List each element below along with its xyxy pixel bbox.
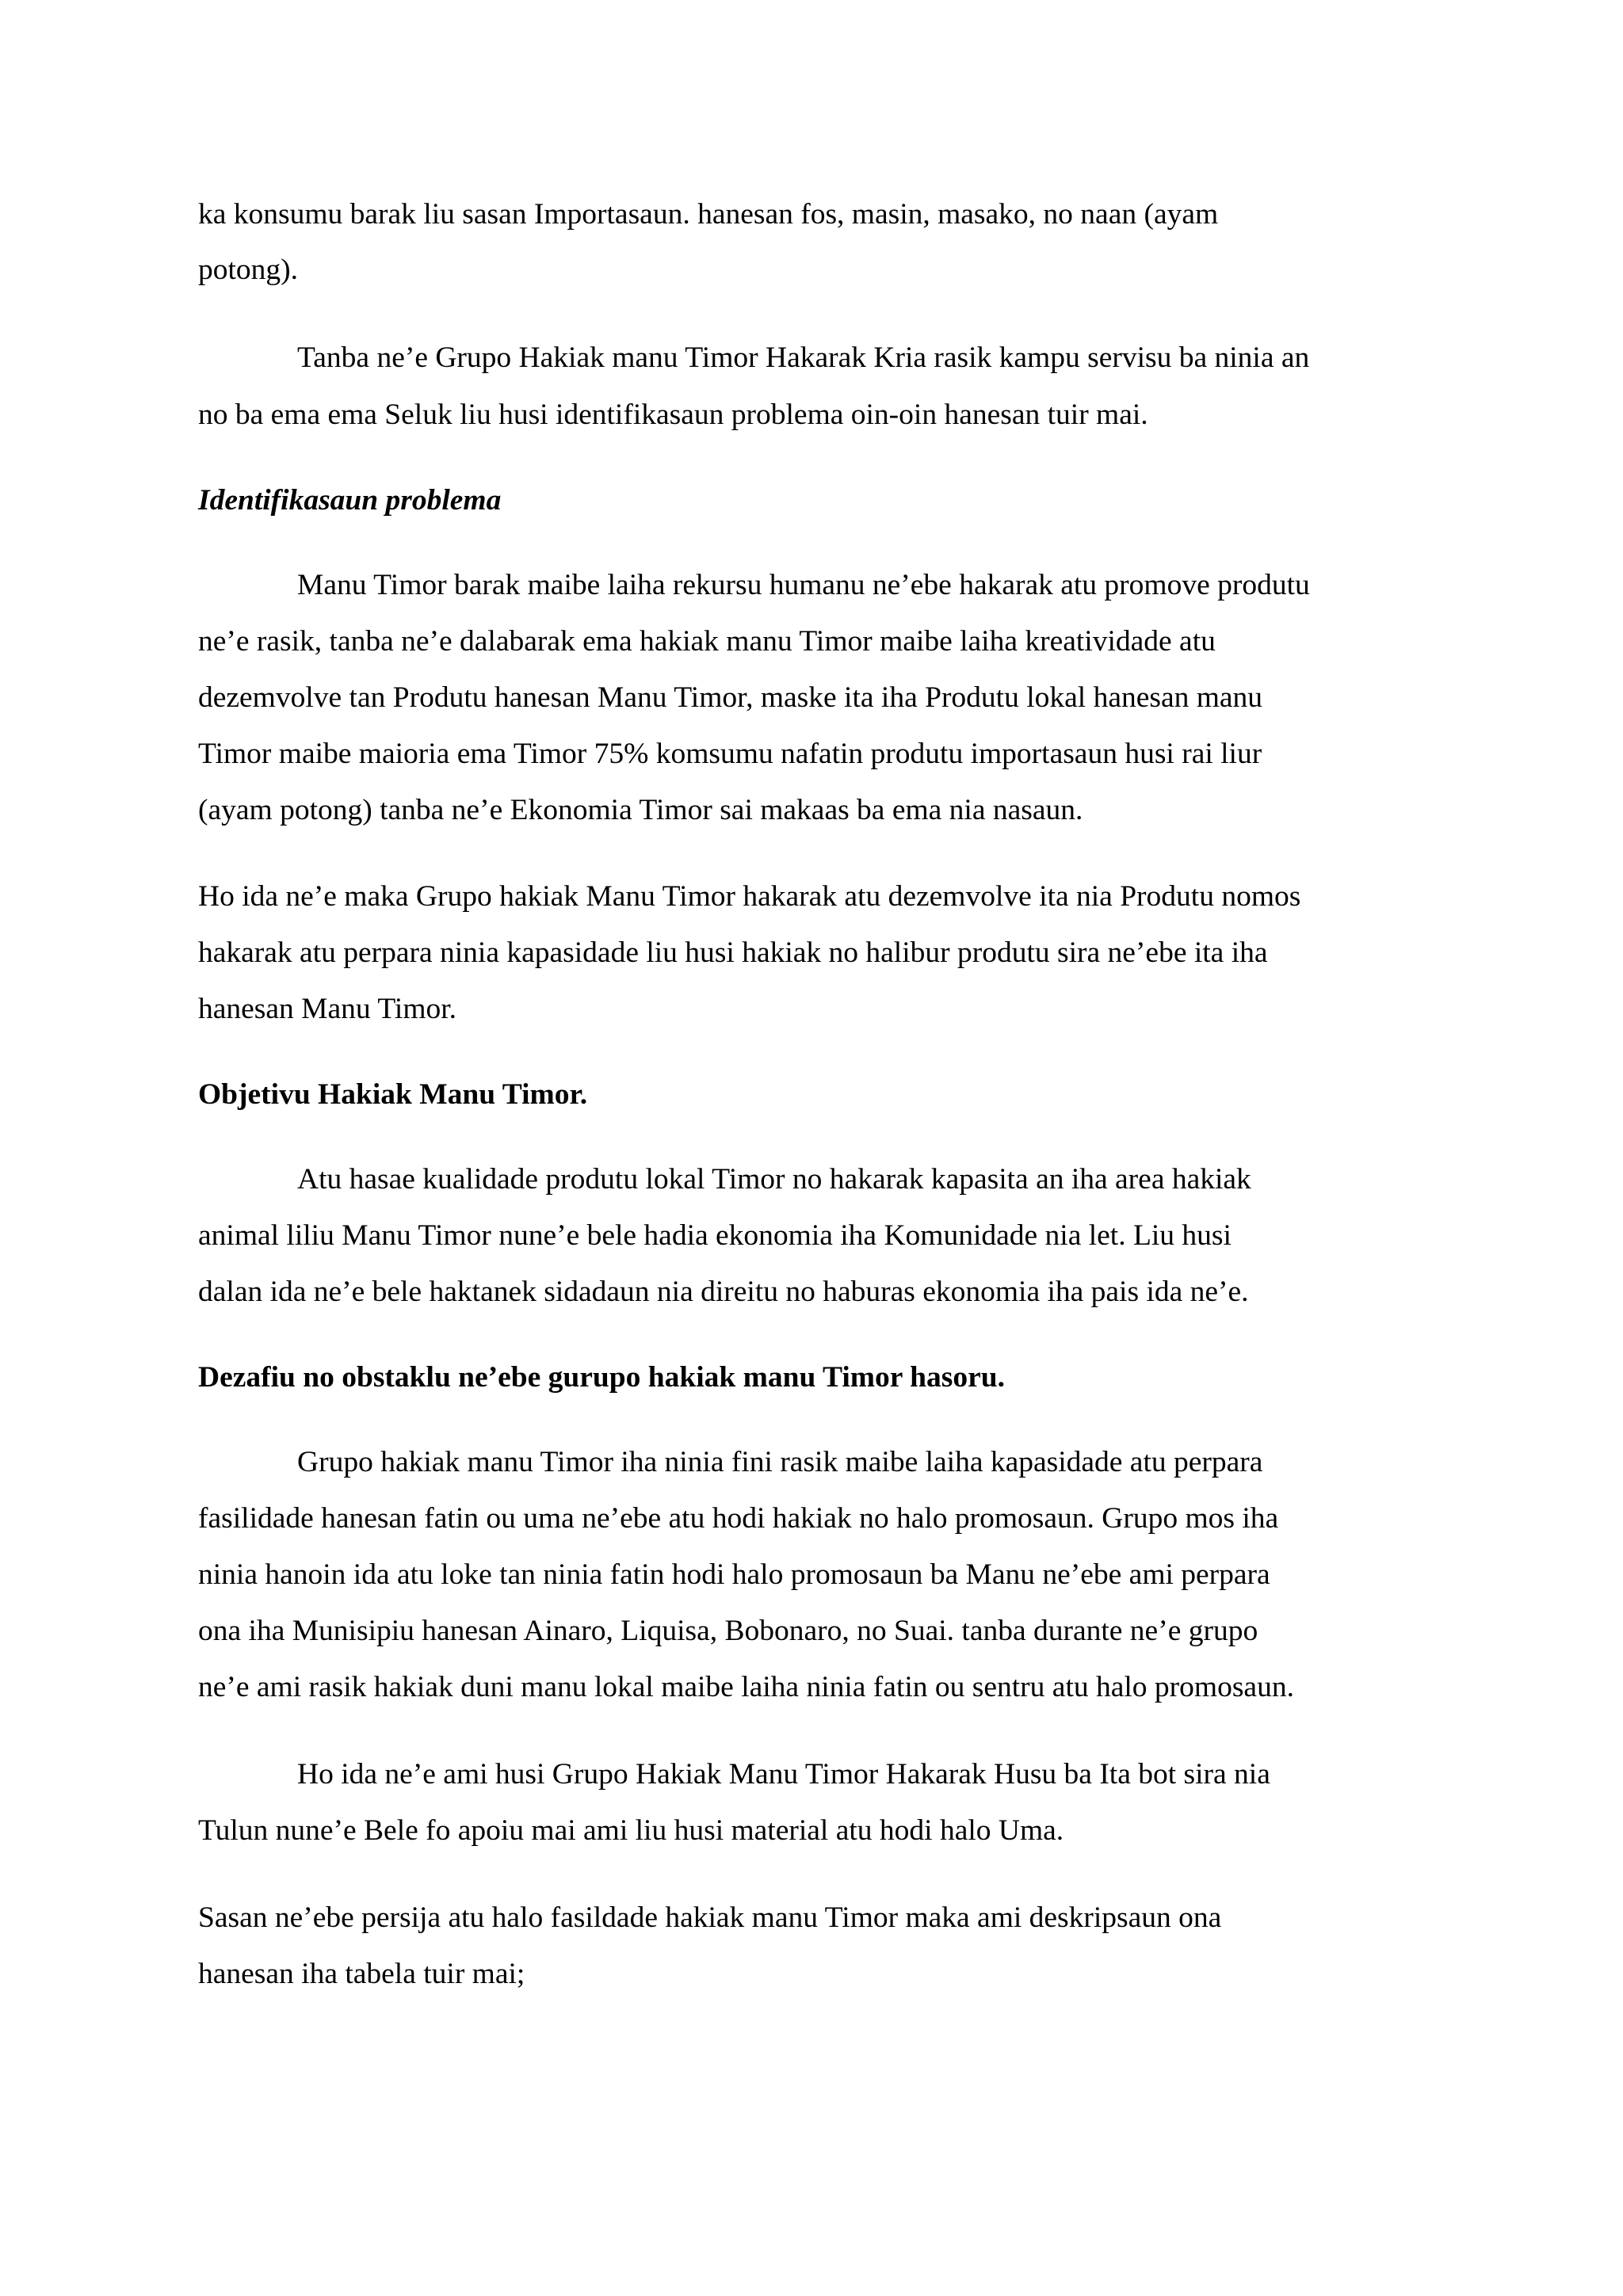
paragraph-line: dezemvolve tan Produtu hanesan Manu Timor, maske ita iha Produtu lokal hanesan manu: [198, 681, 1263, 714]
paragraph-line: hanesan iha tabela tuir mai;: [198, 1958, 525, 1990]
paragraph-line: Sasan ne’ebe persija atu halo fasildade hakiak manu Timor maka ami deskripsaun ona: [198, 1901, 1222, 1934]
paragraph-line: dalan ida ne’e bele haktanek sidadaun nia direitu no haburas ekonomia iha pais ida ne’e.: [198, 1276, 1249, 1308]
section-heading-objetivu: Objetivu Hakiak Manu Timor.: [198, 1078, 588, 1111]
paragraph-line: (ayam potong) tanba ne’e Ekonomia Timor sai makaas ba ema nia nasaun.: [198, 794, 1083, 826]
paragraph-line: hanesan Manu Timor.: [198, 993, 457, 1025]
paragraph-line: animal liliu Manu Timor nune’e bele hadia ekonomia iha Komunidade nia let. Liu husi: [198, 1219, 1232, 1252]
section-heading-identifikasaun: Identifikasaun problema: [198, 484, 502, 517]
paragraph-line: hakarak atu perpara ninia kapasidade liu husi hakiak no halibur produtu sira ne’ebe ita iha: [198, 936, 1268, 969]
document-page: [198, 0, 1450, 2296]
paragraph-line: fasilidade hanesan fatin ou uma ne’ebe atu hodi hakiak no halo promosaun. Grupo mos iha: [198, 1502, 1279, 1535]
paragraph-line: Manu Timor barak maibe laiha rekursu humanu ne’ebe hakarak atu promove produtu: [297, 569, 1310, 601]
paragraph-line: ninia hanoin ida atu loke tan ninia fatin hodi halo promosaun ba Manu ne’ebe ami perpara: [198, 1558, 1270, 1591]
paragraph-line: Atu hasae kualidade produtu lokal Timor no hakarak kapasita an iha area hakiak: [297, 1163, 1251, 1196]
paragraph-line: no ba ema ema Seluk liu husi identifikasaun problema oin-oin hanesan tuir mai.: [198, 399, 1148, 431]
paragraph-line: Timor maibe maioria ema Timor 75% komsumu nafatin produtu importasaun husi rai liur: [198, 738, 1262, 770]
paragraph-line: Tulun nune’e Bele fo apoiu mai ami liu husi material atu hodi halo Uma.: [198, 1814, 1064, 1847]
paragraph-line: Ho ida ne’e maka Grupo hakiak Manu Timor hakarak atu dezemvolve ita nia Produtu nomos: [198, 880, 1301, 913]
paragraph-line: Grupo hakiak manu Timor iha ninia fini rasik maibe laiha kapasidade atu perpara: [297, 1446, 1263, 1478]
paragraph-line: Ho ida ne’e ami husi Grupo Hakiak Manu Timor Hakarak Husu ba Ita bot sira nia: [297, 1758, 1270, 1791]
paragraph-line: potong).: [198, 254, 299, 286]
paragraph-line: ne’e rasik, tanba ne’e dalabarak ema hakiak manu Timor maibe laiha kreatividade atu: [198, 625, 1216, 658]
paragraph-line: ona iha Munisipiu hanesan Ainaro, Liquisa, Bobonaro, no Suai. tanba durante ne’e grupo: [198, 1615, 1258, 1647]
section-heading-dezafiu: Dezafiu no obstaklu ne’ebe gurupo hakiak manu Timor hasoru.: [198, 1361, 1005, 1394]
paragraph-line: ka konsumu barak liu sasan Importasaun. hanesan fos, masin, masako, no naan (ayam: [198, 198, 1219, 231]
paragraph-line: Tanba ne’e Grupo Hakiak manu Timor Hakarak Kria rasik kampu servisu ba ninia an: [297, 341, 1310, 374]
paragraph-line: ne’e ami rasik hakiak duni manu lokal maibe laiha ninia fatin ou sentru atu halo promosaun.: [198, 1671, 1294, 1703]
